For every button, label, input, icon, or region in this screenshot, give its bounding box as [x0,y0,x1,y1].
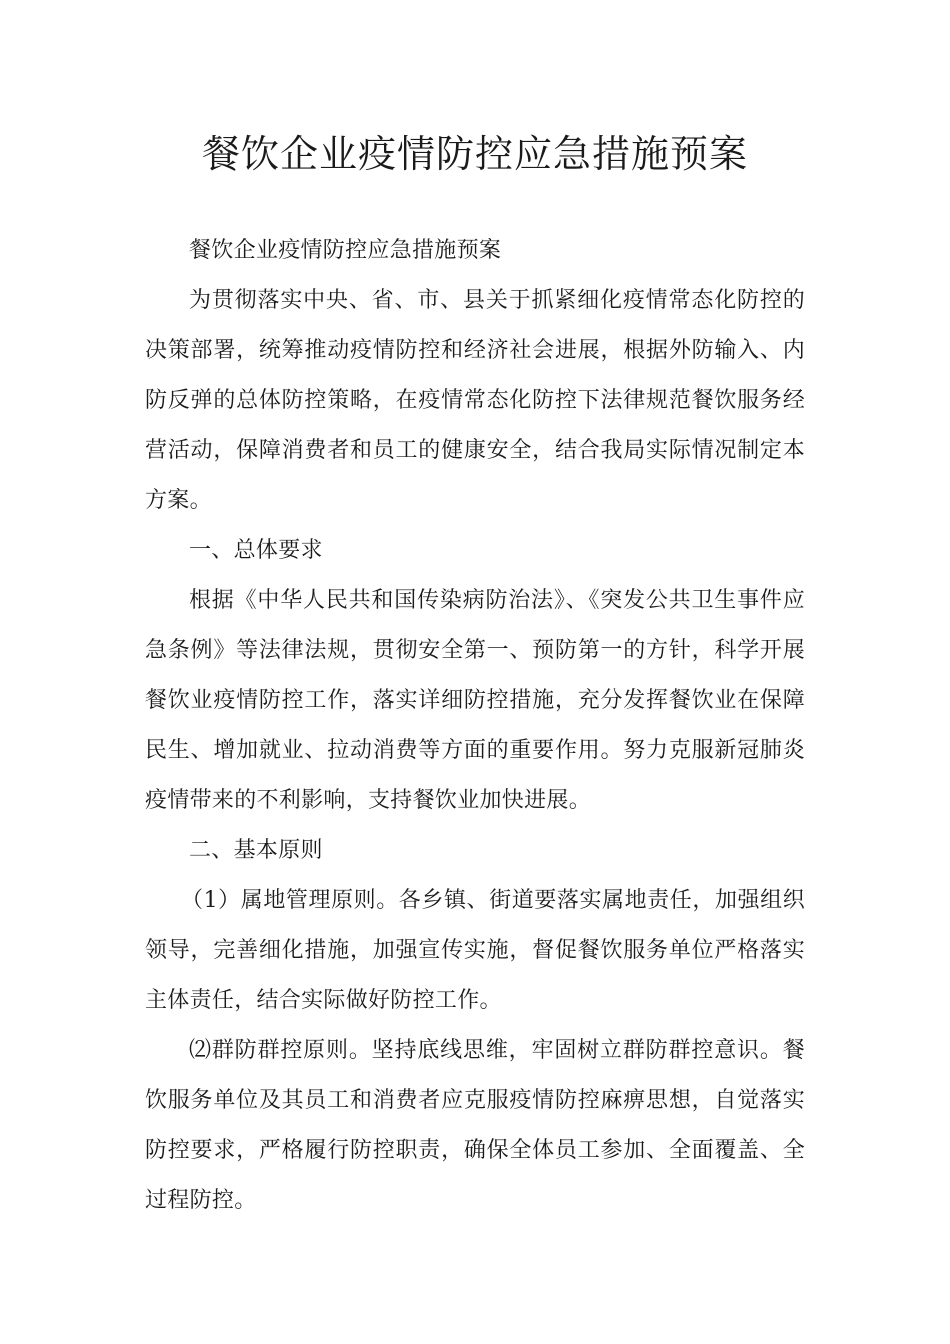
general-requirements-paragraph: 根据《中华人民共和国传染病防治法》、《突发公共卫生事件应急条例》等法律法规，贯彻安全第一、预防第一的方针，科学开展餐饮业疫情防控工作，落实详细防控措施，充分发挥餐饮业在保障民生、增加就业、拉动消费等方面的重要作用。努力克服新冠肺炎疫情带来的不利影响，支持餐饮业加快进展。 [145,588,805,813]
document-title: 餐饮企业疫情防控应急措施预案 [201,132,748,176]
document-body [145,226,805,1226]
subtitle-paragraph: 餐饮企业疫情防控应急措施预案 [189,238,502,263]
principle-group-prevention: ⑵群防群控原则。坚持底线思维，牢固树立群防群控意识。餐饮服务单位及其员工和消费者应克服疫情防控麻痹思想，自觉落实防控要求，严格履行防控职责，确保全体员工参加、全面覆盖、全过程防控。 [145,1038,805,1213]
section-heading-general-requirements: 一、总体要求 [189,538,323,563]
intro-paragraph: 为贯彻落实中央、省、市、县关于抓紧细化疫情常态化防控的决策部署，统筹推动疫情防控和经济社会进展，根据外防输入、内防反弹的总体防控策略，在疫情常态化防控下法律规范餐饮服务经营活动，保障消费者和员工的健康安全，结合我局实际情况制定本方案。 [145,288,805,513]
principle-territorial-management: （1）属地管理原则。各乡镇、街道要落实属地责任，加强组织领导，完善细化措施，加强宣传实施，督促餐饮服务单位严格落实主体责任，结合实际做好防控工作。 [145,888,805,1013]
section-heading-basic-principles: 二、基本原则 [189,838,323,863]
